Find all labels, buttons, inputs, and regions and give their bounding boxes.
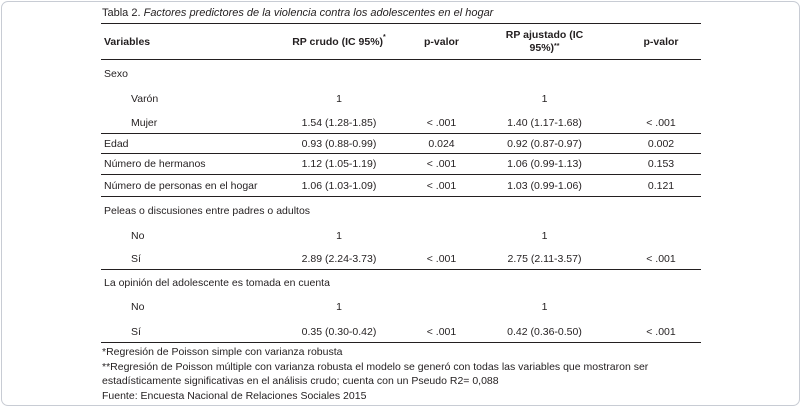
group-label-opinion: La opinión del adolescente es tomada en cuenta — [104, 277, 330, 289]
peleas-si-rp-crudo: 2.89 (2.24-3.73) — [301, 253, 377, 265]
edad-rp-crudo: 0.93 (0.88-0.99) — [301, 138, 377, 150]
edad-p-valor-2: 0.002 — [647, 138, 675, 150]
footnote-2: **Regresión de Poisson múltiple con varianza robusta el modelo se generó con todas las variables que mostraron ser — [102, 361, 649, 373]
peleas-no-rp-crudo: 1 — [336, 230, 342, 242]
header-p-valor-1: p-valor — [423, 36, 459, 48]
row-rule — [101, 174, 701, 175]
row-label-hermanos: Número de hermanos — [104, 158, 206, 170]
mujer-p-valor-1: < .001 — [426, 117, 457, 129]
header-p-valor-2: p-valor — [643, 36, 679, 48]
hermanos-rp-crudo: 1.12 (1.05-1.19) — [301, 158, 377, 170]
bottom-rule — [101, 342, 701, 343]
row-label-mujer: Mujer — [131, 117, 158, 129]
footnote-1: *Regresión de Poisson simple con varianza robusta — [102, 346, 343, 358]
peleas-no-rp-ajustado: 1 — [541, 230, 548, 242]
group-label-sexo: Sexo — [104, 68, 128, 80]
row-label-personas: Número de personas en el hogar — [104, 180, 258, 192]
personas-p-valor-1: < .001 — [426, 180, 457, 192]
mujer-rp-ajustado: 1.40 (1.17-1.68) — [507, 117, 582, 129]
peleas-si-p-valor-2: < .001 — [646, 253, 676, 265]
row-rule — [101, 153, 701, 154]
peleas-si-rp-ajustado: 2.75 (2.11-3.57) — [507, 253, 582, 265]
hermanos-p-valor-2: 0.153 — [647, 158, 675, 170]
varon-rp-ajustado: 1 — [541, 93, 548, 105]
caption-title: Factores predictores de la violencia contra los adolescentes en el hogar — [143, 7, 494, 19]
personas-rp-ajustado: 1.03 (0.99-1.06) — [507, 180, 582, 192]
personas-p-valor-2: 0.121 — [647, 180, 675, 192]
opinion-si-p-valor-2: < .001 — [646, 326, 676, 338]
header-rule — [101, 59, 701, 60]
opinion-si-rp-ajustado: 0.42 (0.36-0.50) — [507, 326, 582, 338]
peleas-si-p-valor-1: < .001 — [426, 253, 457, 265]
row-rule — [101, 269, 701, 270]
header-rp-crudo-mark: * — [383, 34, 386, 41]
row-rule — [101, 196, 701, 197]
hermanos-rp-ajustado: 1.06 (0.99-1.13) — [507, 158, 582, 170]
row-label-opinion-no: No — [131, 301, 145, 313]
header-rp-ajustado-mark: ** — [554, 43, 560, 50]
opinion-si-rp-crudo: 0.35 (0.30-0.42) — [301, 326, 377, 338]
row-label-peleas-si: Sí — [131, 253, 141, 265]
mujer-rp-crudo: 1.54 (1.28-1.85) — [301, 117, 377, 129]
caption-prefix: Tabla 2. — [102, 7, 144, 19]
edad-p-valor-1: 0.024 — [428, 138, 455, 150]
footnote-2-continued: estadísticamente significativas en el análisis crudo; cuenta con un Pseudo R2= 0,088 — [102, 375, 499, 387]
edad-rp-ajustado: 0.92 (0.87-0.97) — [507, 138, 582, 150]
header-rp-ajustado: RP ajustado (IC 95%)** — [505, 29, 584, 54]
opinion-no-rp-ajustado: 1 — [541, 301, 548, 313]
header-variables: Variables — [104, 36, 151, 48]
opinion-no-rp-crudo: 1 — [336, 301, 342, 313]
opinion-si-p-valor-1: < .001 — [426, 326, 457, 338]
hermanos-p-valor-1: < .001 — [426, 158, 457, 170]
row-label-edad: Edad — [104, 138, 129, 150]
group-label-peleas: Peleas o discusiones entre padres o adultos — [104, 205, 311, 217]
row-label-opinion-si: Sí — [131, 326, 141, 338]
row-label-peleas-no: No — [131, 230, 145, 242]
header-rp-crudo: RP crudo (IC 95%)* — [292, 34, 386, 48]
varon-rp-crudo: 1 — [336, 93, 342, 105]
top-rule — [101, 23, 701, 24]
table-caption — [102, 7, 493, 19]
row-label-varon: Varón — [131, 93, 159, 105]
row-rule — [101, 133, 701, 134]
mujer-p-valor-2: < .001 — [646, 117, 676, 129]
personas-rp-crudo: 1.06 (1.03-1.09) — [301, 180, 377, 192]
source-note: Fuente: Encuesta Nacional de Relaciones Sociales 2015 — [102, 390, 367, 402]
